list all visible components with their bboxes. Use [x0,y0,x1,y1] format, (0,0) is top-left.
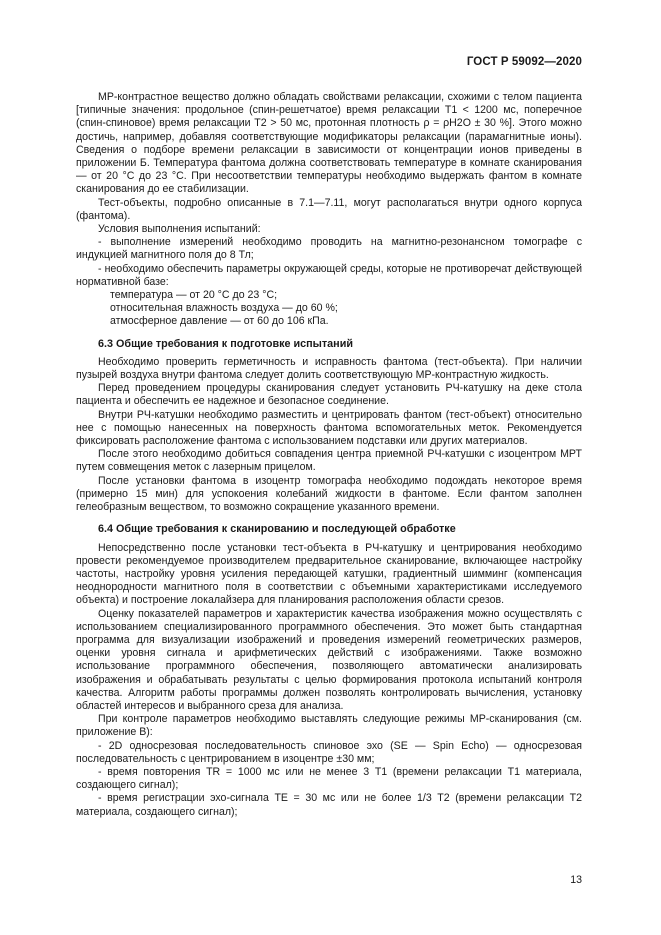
list-item-magnetic-field: - выполнение измерений необходимо проводить на магнитно-резонансном томографе с индукцией магнитного поля до 8 Тл; [76,236,582,262]
list-item-tr: - время повторения TR = 1000 мс или не менее 3 T1 (времени релаксации T1 материала, создающего сигнал); [76,765,582,792]
paragraph-check-phantom: Необходимо проверить герметичность и исправность фантома (тест-объекта). При наличии пузырей воздуха внутри фантома следует долить соответствующую МР-контрастную жидкость. [76,355,582,382]
page-number: 13 [570,874,582,886]
paragraph-prescan: Непосредственно после установки тест-объекта в РЧ-катушку и центрирования необходимо провести рекомендуемое производителем предварительное сканирование, включающее настройку частоты, настройку уровня усиления передающей катушки, градиентный шимминг (компенсация неоднородности магнитного поля в соответствии с объемными характеристиками исследуемого объекта) и построение локалайзера для планирования расположения области срезов. [76,541,582,607]
list-item-environment: - необходимо обеспечить параметры окружающей среды, которые не противоречат действующей нормативной базе: [76,262,582,288]
env-humidity: относительная влажность воздуха — до 60 %; [110,302,338,315]
env-pressure: атмосферное давление — от 60 до 106 кПа. [110,315,329,328]
paragraph-software: Оценку показателей параметров и характеристик качества изображения можно осуществлять с использованием специализированного программного обеспечения. Это может быть стандартная программа для визуализации изображений и проведения измерений геометрических размеров, оценки уровня сигнала и арифметических действий с изображениями. Также возможно использование программного обеспечения, позволяющего автоматически анализировать изображения и обрабатывать результаты с целью формирования протокола испытаний контроля качества. Алгоритм работы программы должен позволять контролировать вычисления, установку областей интересов и выбранного среза для анализа. [76,607,582,712]
section-heading-6-4: 6.4 Общие требования к сканированию и последующей обработке [98,523,456,536]
paragraph-install-coil: Перед проведением процедуры сканирования следует установить РЧ-катушку на деке стола пациента и обеспечить ее надежное и безопасное соединение. [76,382,582,408]
section-heading-6-3: 6.3 Общие требования к подготовке испытаний [98,337,353,350]
paragraph-laser-align: После этого необходимо добиться совпадения центра приемной РЧ-катушки с изоцентром МРТ путем совмещения меток с лазерным прицелом. [76,448,582,474]
paragraph-wait-time: После установки фантома в изоцентр томографа необходимо подождать некоторое время (примерно 15 мин) для успокоения колебаний жидкости в фантоме. Если фантом заполнен гелеобразным веществом, то возможно сокращение указанного времени. [76,474,582,514]
list-item-te: - время регистрации эхо-сигнала TE = 30 мс или не более 1/3 T2 (времени релаксации T2 материала, создающего сигнал); [76,792,582,818]
environment-list [76,289,582,329]
paragraph-test-objects: Тест-объекты, подробно описанные в 7.1—7.11, могут располагаться внутри одного корпуса (фантома). [76,196,582,222]
paragraph-scan-modes: При контроле параметров необходимо выставлять следующие режимы МР-сканирования (см. приложение В): [76,713,582,739]
paragraph-phantom-relaxation: МР-контрастное вещество должно обладать свойствами релаксации, схожими с телом пациента [типичные значения: продольное (спин-решетчатое) время релаксации T1 < 1200 мс, поперечное (спин-спиновое) время релаксации T2 > 50 мс, протонная плотность ρ = ρH2O ± 30 %]. Этого можно достичь, например, добавляя соответствующие модификаторы релаксации (парамагнитные ионы). Сведения о подборе времени релаксации в зависимости от концентрации ионов приведены в приложении Б. Температура фантома должна соответствовать температуре в комнате сканирования — от 20 °C до 23 °C. При несоответствии температуры необходимо выдержать фантом в комнате сканирования до ее стабилизации. [76,91,582,196]
document-body [76,91,582,819]
paragraph-test-conditions: Условия выполнения испытаний: [98,223,261,236]
env-temperature: температура — от 20 °C до 23 °C; [110,289,278,302]
list-item-spin-echo: - 2D односрезовая последовательность спиновое эхо (SE — Spin Echo) — односрезовая последовательность с центрированием в изоцентре ±30 мм; [76,739,582,765]
standard-header: ГОСТ Р 59092—2020 [466,56,582,68]
paragraph-center-phantom: Внутри РЧ-катушки необходимо разместить и центрировать фантом (тест-объект) относительно нее с помощью нанесенных на поверхность фантома вспомогательных меток. Рекомендуется фиксировать расположение фантома с использованием подставки или других материалов. [76,408,582,448]
